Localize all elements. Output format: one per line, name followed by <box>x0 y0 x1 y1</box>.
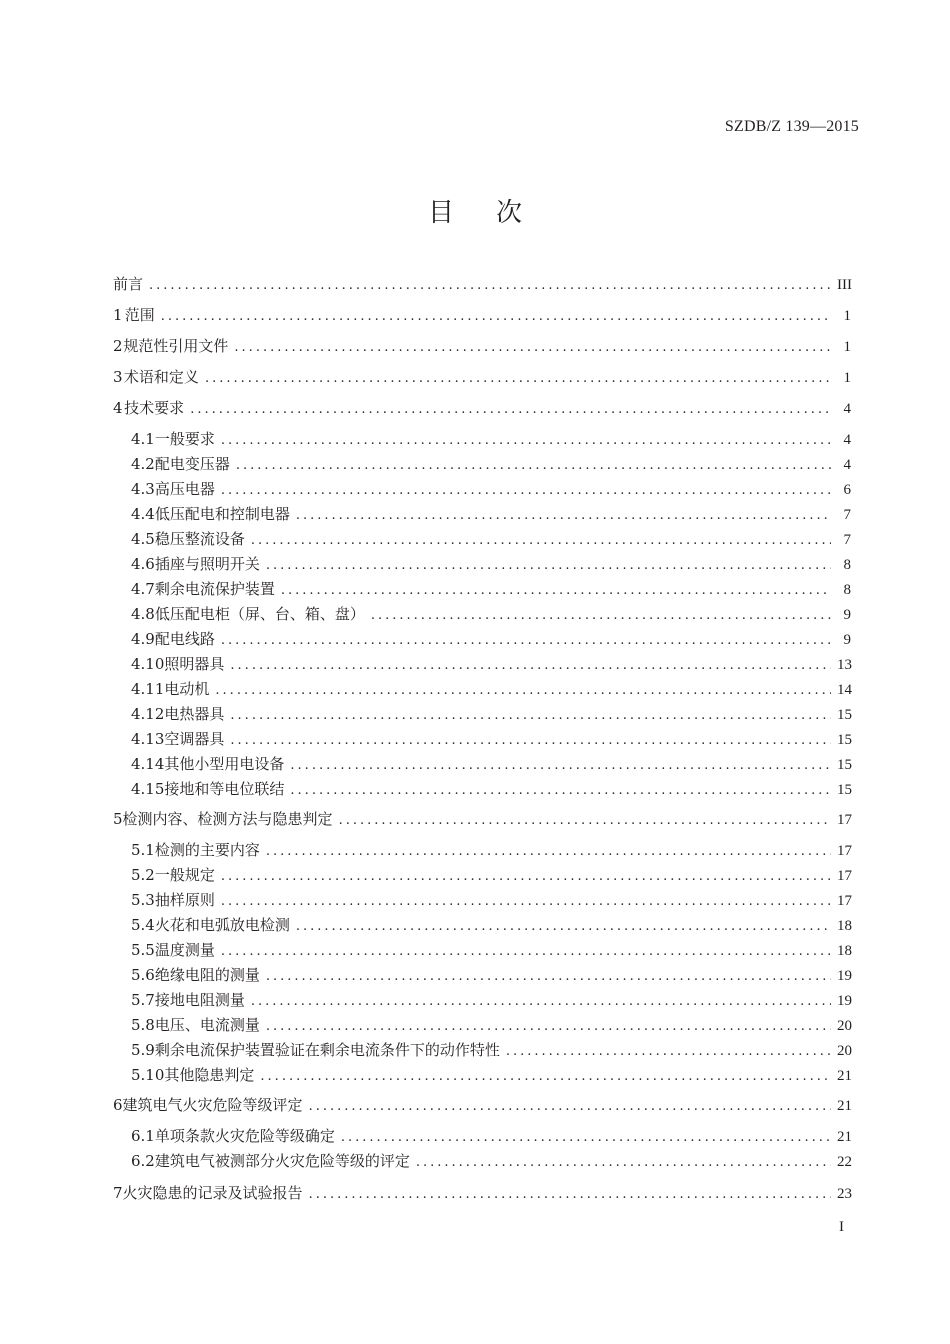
toc-entry-label: 低压配电柜（屏、台、箱、盘） <box>154 605 365 623</box>
toc-entry[interactable] <box>131 579 851 601</box>
toc-entry-number: 5.8 <box>131 1016 155 1034</box>
toc-leader-dots <box>266 1017 831 1037</box>
toc-leader-dots <box>221 631 831 651</box>
toc-entry-label: 绝缘电阻的测量 <box>154 966 260 984</box>
toc-entry-label: 检测内容、检测方法与隐患判定 <box>122 810 333 828</box>
toc-entry-label: 配电变压器 <box>154 455 230 473</box>
toc-entry-number: 4.1 <box>131 430 155 448</box>
toc-entry-page: 13 <box>837 657 852 673</box>
toc-entry-number: 6.2 <box>131 1152 155 1170</box>
toc-entry-page: 17 <box>837 868 852 884</box>
toc-entry-page: 21 <box>837 1068 852 1084</box>
toc-entry-label: 一般规定 <box>154 866 215 884</box>
toc-entry-number: 4.15 <box>131 780 165 798</box>
toc-entry-page: 4 <box>843 401 851 417</box>
toc-entry-number: 4 <box>113 399 123 417</box>
toc-entry[interactable] <box>131 629 851 651</box>
toc-entry[interactable] <box>131 454 851 476</box>
toc-entry-number: 4.7 <box>131 580 155 598</box>
toc-entry-number: 5 <box>113 810 123 828</box>
toc-entry-label: 稳压整流设备 <box>154 530 245 548</box>
toc-entry-number: 5.7 <box>131 991 155 1009</box>
toc-entry-number: 4.9 <box>131 630 155 648</box>
toc-entry-label: 建筑电气被测部分火灾危险等级的评定 <box>154 1152 410 1170</box>
toc-entry-page: 23 <box>837 1186 852 1202</box>
toc-entry-number: 4.8 <box>131 605 155 623</box>
toc-entry-number: 5.9 <box>131 1041 155 1059</box>
toc-entry[interactable] <box>131 479 851 501</box>
toc-entry-label: 其他隐患判定 <box>164 1066 255 1084</box>
toc-entry[interactable] <box>131 1065 851 1087</box>
toc-leader-dots <box>266 967 831 987</box>
toc-entry[interactable] <box>131 1040 851 1062</box>
toc-entry[interactable] <box>131 554 851 576</box>
toc-entry-number: 4.12 <box>131 705 165 723</box>
toc-entry-page: 6 <box>843 482 851 498</box>
toc-entry-page: 22 <box>837 1154 852 1170</box>
toc-leader-dots <box>290 781 831 801</box>
toc-leader-dots <box>290 756 831 776</box>
toc-entry-label: 空调器具 <box>164 730 225 748</box>
toc-leader-dots <box>260 1067 831 1087</box>
toc-entry-number: 5.2 <box>131 866 155 884</box>
toc-entry[interactable] <box>131 679 851 701</box>
toc-entry[interactable] <box>113 1095 851 1117</box>
toc-leader-dots <box>309 1185 831 1205</box>
toc-entry-number: 5.10 <box>131 1066 165 1084</box>
toc-entry[interactable] <box>131 704 851 726</box>
toc-entry-page: 17 <box>837 812 852 828</box>
toc-entry[interactable] <box>131 654 851 676</box>
toc-leader-dots <box>234 338 831 358</box>
toc-entry[interactable] <box>131 754 851 776</box>
toc-entry-page: 15 <box>837 732 852 748</box>
toc-entry-page: 9 <box>843 607 851 623</box>
toc-entry-label: 技术要求 <box>124 399 185 417</box>
toc-leader-dots <box>161 307 831 327</box>
toc-entry[interactable] <box>131 1126 851 1148</box>
toc-entry[interactable] <box>131 965 851 987</box>
page-number: I <box>839 1219 844 1235</box>
toc-entry-page: 4 <box>843 432 851 448</box>
toc-entry-page: 1 <box>843 339 851 355</box>
toc-entry-number: 6.1 <box>131 1127 155 1145</box>
toc-entry-number: 7 <box>113 1184 123 1202</box>
toc-entry-page: 18 <box>837 943 852 959</box>
toc-entry-page: 4 <box>843 457 851 473</box>
toc-entry-number: 5.5 <box>131 941 155 959</box>
toc-entry-label: 剩余电流保护装置 <box>154 580 275 598</box>
toc-leader-dots <box>230 731 831 751</box>
toc-entry[interactable] <box>131 865 851 887</box>
toc-entry-label: 接地电阻测量 <box>154 991 245 1009</box>
toc-entry-number: 4.14 <box>131 755 165 773</box>
toc-leader-dots <box>230 706 831 726</box>
toc-leader-dots <box>221 867 831 887</box>
toc-entry-number: 2 <box>113 337 123 355</box>
toc-entry-number: 4.4 <box>131 505 155 523</box>
toc-leader-dots <box>266 556 831 576</box>
toc-entry-label: 前言 <box>113 275 144 293</box>
toc-entry-page: 18 <box>837 918 852 934</box>
toc-entry-label: 建筑电气火灾危险等级评定 <box>122 1096 303 1114</box>
toc-entry-label: 剩余电流保护装置验证在剩余电流条件下的动作特性 <box>154 1041 500 1059</box>
toc-entry[interactable] <box>131 604 851 626</box>
toc-entry-number: 4.2 <box>131 455 155 473</box>
toc-leader-dots <box>341 1128 831 1148</box>
toc-entry[interactable] <box>113 274 851 296</box>
toc-entry-label: 电动机 <box>164 680 210 698</box>
toc-leader-dots <box>149 276 831 296</box>
toc-leader-dots <box>339 811 831 831</box>
toc-entry-number: 1 <box>113 306 123 324</box>
toc-leader-dots <box>506 1042 831 1062</box>
toc-entry-page: 20 <box>837 1018 852 1034</box>
toc-entry-page: 7 <box>843 532 851 548</box>
toc-entry-label: 一般要求 <box>154 430 215 448</box>
toc-entry-number: 4.10 <box>131 655 165 673</box>
toc-leader-dots <box>221 431 831 451</box>
toc-entry-number: 4.5 <box>131 530 155 548</box>
toc-entry-label: 温度测量 <box>154 941 215 959</box>
toc-entry-page: 15 <box>837 707 852 723</box>
toc-entry-page: 1 <box>843 370 851 386</box>
toc-leader-dots <box>221 892 831 912</box>
toc-entry[interactable] <box>131 529 851 551</box>
toc-leader-dots <box>221 942 831 962</box>
toc-entry-page: 9 <box>843 632 851 648</box>
toc-entry-label: 单项条款火灾危险等级确定 <box>154 1127 335 1145</box>
toc-entry-page: 17 <box>837 893 852 909</box>
toc-entry-number: 3 <box>113 368 123 386</box>
toc-leader-dots <box>296 917 831 937</box>
toc-leader-dots <box>205 369 831 389</box>
toc-entry[interactable] <box>131 840 851 862</box>
toc-leader-dots <box>266 842 831 862</box>
toc-entry-page: 1 <box>843 308 851 324</box>
toc-entry-page: 19 <box>837 993 852 1009</box>
toc-entry-number: 4.6 <box>131 555 155 573</box>
toc-entry[interactable] <box>113 367 851 389</box>
toc-entry-label: 接地和等电位联结 <box>164 780 285 798</box>
toc-entry-label: 插座与照明开关 <box>154 555 260 573</box>
toc-entry-label: 术语和定义 <box>123 368 199 386</box>
toc-entry-page: 20 <box>837 1043 852 1059</box>
toc-entry-page: 8 <box>843 582 851 598</box>
toc-leader-dots <box>221 481 831 501</box>
toc-entry-page: 17 <box>837 843 852 859</box>
toc-entry-label: 火灾隐患的记录及试验报告 <box>122 1184 303 1202</box>
toc-leader-dots <box>236 456 831 476</box>
toc-leader-dots <box>309 1097 831 1117</box>
toc-entry[interactable] <box>131 1151 851 1173</box>
toc-entry-number: 5.6 <box>131 966 155 984</box>
toc-entry-page: 7 <box>843 507 851 523</box>
toc-entry[interactable] <box>131 779 851 801</box>
toc-entry[interactable] <box>131 729 851 751</box>
toc-entry-label: 火花和电弧放电检测 <box>154 916 290 934</box>
toc-leader-dots <box>296 506 831 526</box>
toc-entry-number: 5.3 <box>131 891 155 909</box>
toc-entry[interactable] <box>113 336 851 358</box>
toc-entry-label: 规范性引用文件 <box>123 337 229 355</box>
toc-entry-label: 照明器具 <box>164 655 225 673</box>
toc-entry-page: III <box>837 277 852 293</box>
toc-leader-dots <box>371 606 831 626</box>
toc-entry-label: 其他小型用电设备 <box>164 755 285 773</box>
toc-entry[interactable] <box>113 398 851 420</box>
toc-entry-number: 4.3 <box>131 480 155 498</box>
toc-leader-dots <box>251 531 831 551</box>
toc-entry-page: 21 <box>837 1098 852 1114</box>
toc-entry[interactable] <box>131 990 851 1012</box>
toc-entry-label: 高压电器 <box>154 480 215 498</box>
toc-entry-number: 6 <box>113 1096 123 1114</box>
toc-entry-label: 抽样原则 <box>154 891 215 909</box>
toc-entry[interactable] <box>131 940 851 962</box>
toc-entry[interactable] <box>113 1183 851 1205</box>
toc-entry-label: 范围 <box>124 306 155 324</box>
toc-entry[interactable] <box>131 890 851 912</box>
toc-leader-dots <box>251 992 831 1012</box>
toc-entry[interactable] <box>131 504 851 526</box>
toc-leader-dots <box>190 400 831 420</box>
toc-leader-dots <box>215 681 831 701</box>
toc-entry-page: 15 <box>837 782 852 798</box>
toc-entry-page: 21 <box>837 1129 852 1145</box>
toc-entry-label: 检测的主要内容 <box>154 841 260 859</box>
toc-entry-page: 14 <box>837 682 852 698</box>
toc-entry[interactable] <box>131 1015 851 1037</box>
toc-entry-page: 19 <box>837 968 852 984</box>
toc-leader-dots <box>281 581 831 601</box>
toc-entry[interactable] <box>131 429 851 451</box>
toc-entry-label: 电压、电流测量 <box>154 1016 260 1034</box>
toc-entry[interactable] <box>131 915 851 937</box>
standard-code: SZDB/Z 139—2015 <box>724 118 859 135</box>
toc-entry-page: 8 <box>843 557 851 573</box>
toc-entry-label: 配电线路 <box>154 630 215 648</box>
toc-leader-dots <box>416 1153 831 1173</box>
toc-title: 目次 <box>427 198 564 228</box>
toc-entry[interactable] <box>113 305 851 327</box>
toc-entry-label: 低压配电和控制电器 <box>154 505 290 523</box>
toc-entry-page: 15 <box>837 757 852 773</box>
toc-entry-label: 电热器具 <box>164 705 225 723</box>
toc-leader-dots <box>230 656 831 676</box>
toc-entry-number: 4.11 <box>131 680 165 698</box>
toc-entry-number: 5.4 <box>131 916 155 934</box>
toc-entry-number: 4.13 <box>131 730 165 748</box>
toc-entry-number: 5.1 <box>131 841 155 859</box>
toc-entry[interactable] <box>113 809 851 831</box>
